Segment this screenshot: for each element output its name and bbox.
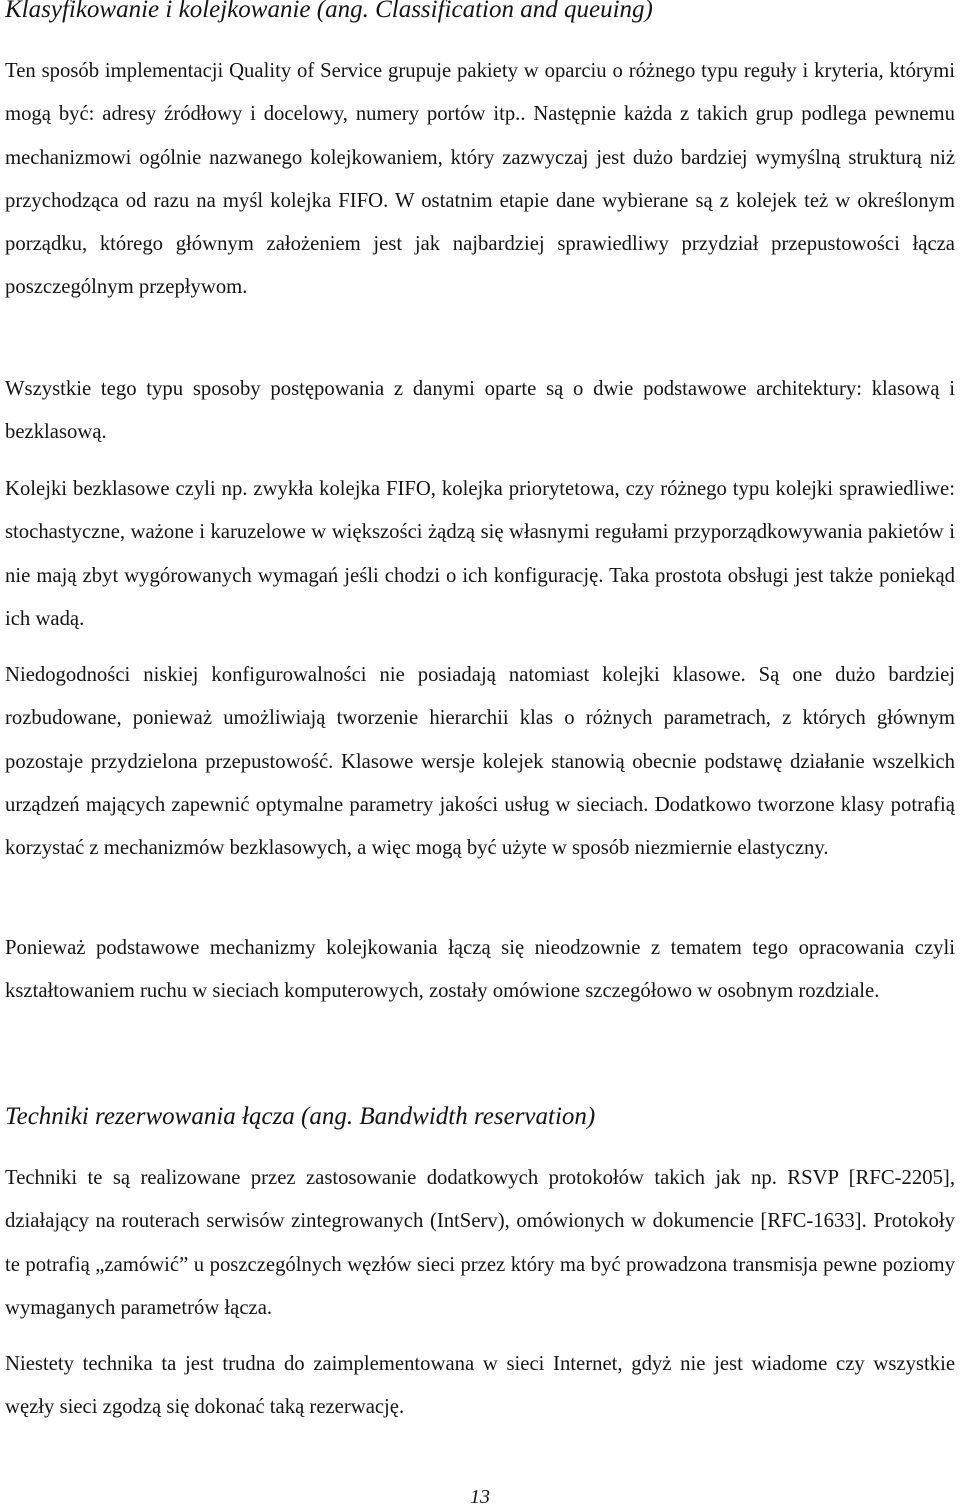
- section-heading-classification: Klasyfikowanie i kolejkowanie (ang. Classification and queuing): [5, 0, 653, 23]
- paragraph-architectures: Wszystkie tego typu sposoby postępowania z danymi oparte są o dwie podstawowe architektury: klasową i bezklasową.: [5, 378, 955, 444]
- paragraph-classless-queues: Kolejki bezklasowe czyli np. zwykła kolejka FIFO, kolejka priorytetowa, czy różnego typu kolejki sprawiedliwe: stochastyczne, ważone i karuzelowe w większości żądzą się własnymi regułami przyporządkowywania pakietów i nie mają zbyt wygórowanych wymagań jeśli chodzi o ich konfigurację. Taka prostota obsługi jest także poniekąd ich wadą.: [5, 478, 955, 630]
- paragraph-internet-limitation: Niestety technika ta jest trudna do zaimplementowana w sieci Internet, gdyż nie jest wiadome czy wszystkie węzły sieci zgodzą się dokonać taką rezerwację.: [5, 1353, 955, 1419]
- paragraph-traffic-shaping: Ponieważ podstawowe mechanizmy kolejkowania łączą się nieodzownie z tematem tego opracowania czyli kształtowaniem ruchu w sieciach komputerowych, zostały omówione szczegółowo w osobnym rozdziale.: [5, 937, 955, 1003]
- paragraph-rsvp: Techniki te są realizowane przez zastosowanie dodatkowych protokołów takich jak np. RSVP [RFC-2205], działający na routerach serwisów zintegrowanych (IntServ), omówionych w dokumencie [RFC-1633]. Protokoły te potrafią „zamówić” u poszczególnych węzłów sieci przez który ma być prowadzona transmisja pewne poziomy wymaganych parametrów łącza.: [5, 1167, 955, 1319]
- page-number: 13: [470, 1486, 490, 1508]
- paragraph-classful-queues: Niedogodności niskiej konfigurowalności nie posiadają natomiast kolejki klasowe. Są one dużo bardziej rozbudowane, ponieważ umożliwiają tworzenie hierarchii klas o różnych parametrach, z których głównym pozostaje przydzielona przepustowość. Klasowe wersje kolejek stanowią obecnie podstawę działanie wszelkich urządzeń mających zapewnić optymalne parametry jakości usług w sieciach. Dodatkowo tworzone klasy potrafią korzystać z mechanizmów bezklasowych, a więc mogą być użyte w sposób niezmiernie elastyczny.: [5, 664, 955, 860]
- section-heading-bandwidth-reservation: Techniki rezerwowania łącza (ang. Bandwidth reservation): [5, 1103, 596, 1130]
- paragraph-qos-classification: Ten sposób implementacji Quality of Service grupuje pakiety w oparciu o różnego typu reguły i kryteria, którymi mogą być: adresy źródłowy i docelowy, numery portów itp.. Następnie każda z takich grup podlega pewnemu mechanizmowi ogólnie nazwanego kolejkowaniem, który zazwyczaj jest dużo bardziej wymyślną strukturą niż przychodząca od razu na myśl kolejka FIFO. W ostatnim etapie dane wybierane są z kolejek też w określonym porządku, którego głównym założeniem jest jak najbardziej sprawiedliwy przydział przepustowości łącza poszczególnym przepływom.: [5, 60, 955, 299]
